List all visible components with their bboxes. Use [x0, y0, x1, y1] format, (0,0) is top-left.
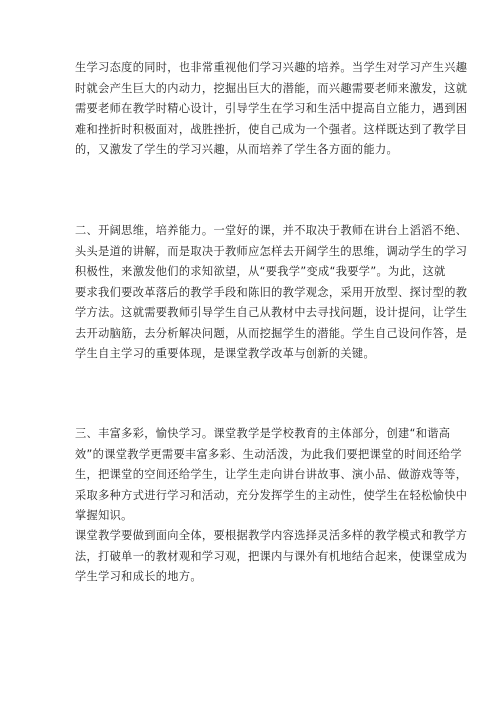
text-line: 掌握知识。: [75, 509, 133, 522]
text-line: 生学习态度的同时，也非常重视他们学习兴趣的培养。当学生对学习产生兴趣: [75, 61, 468, 74]
paragraph-learning-interest: [75, 58, 468, 161]
text-line: 二、开阔思维，培养能力。一堂好的课，并不取决于教师在讲台上滔滔不绝、: [75, 224, 468, 237]
text-line: 时就会产生巨大的内动力，挖掘出巨大的潜能，而兴趣需要老师来激发，这就: [75, 81, 468, 95]
text-line: 的，又激发了学生的学习兴趣，从而培养了学生各方面的能力。: [75, 143, 399, 156]
text-line: 要求我们要改革落后的教学手段和陈旧的教学观念，采用开放型、探讨型的教: [75, 285, 468, 299]
text-line: 难和挫折时积极面对，战胜挫折，使自己成为一个强者。这样既达到了教学目: [75, 122, 468, 136]
text-line: 课堂教学要做到面向全体，要根据教学内容选择灵活多样的教学模式和教学方: [75, 529, 468, 542]
text-line: 去开动脑筋，去分析解决问题，从而挖掘学生的潜能。学生自己设问作答，是: [75, 326, 468, 340]
text-line: 头头是道的讲解，而是取决于教师应怎样去开阔学生的思维，调动学生的学习: [75, 244, 468, 258]
text-line: 学生学习和成长的地方。: [75, 570, 202, 583]
paragraph-classroom-teaching: [75, 526, 468, 588]
text-line: 学方法。这就需要教师引导学生自己从教材中去寻找问题，设计提问，让学生: [75, 306, 468, 319]
text-line: 采取多种方式进行学习和活动，充分发挥学生的主动性，使学生在轻松愉快中: [75, 488, 468, 502]
text-line: 积极性，来激发他们的求知欲望，从“要我学”变成“我要学”。为此，这就: [75, 265, 446, 278]
text-line: 法，打破单一的教材观和学习观，把课内与课外有机地结合起来，使课堂成为: [75, 549, 468, 563]
paragraph-rich-learning: [75, 424, 468, 527]
text-line: 需要老师在教学时精心设计，引导学生在学习和生活中提高自立能力，遇到困: [75, 102, 468, 115]
text-line: 三、丰富多彩，愉快学习。课堂教学是学校教育的主体部分，创建“和谐高: [75, 427, 451, 440]
text-line: 学生自主学习的重要体现，是课堂教学改革与创新的关键。: [75, 347, 375, 360]
text-line: 效”的课堂教学更需要丰富多彩、生动活泼，为此我们要把课堂的时间还给学: [75, 447, 462, 461]
paragraph-open-thinking: [75, 221, 468, 365]
text-line: 生，把课堂的空间还给学生，让学生走向讲台讲故事、演小品、做游戏等等，: [75, 468, 468, 481]
